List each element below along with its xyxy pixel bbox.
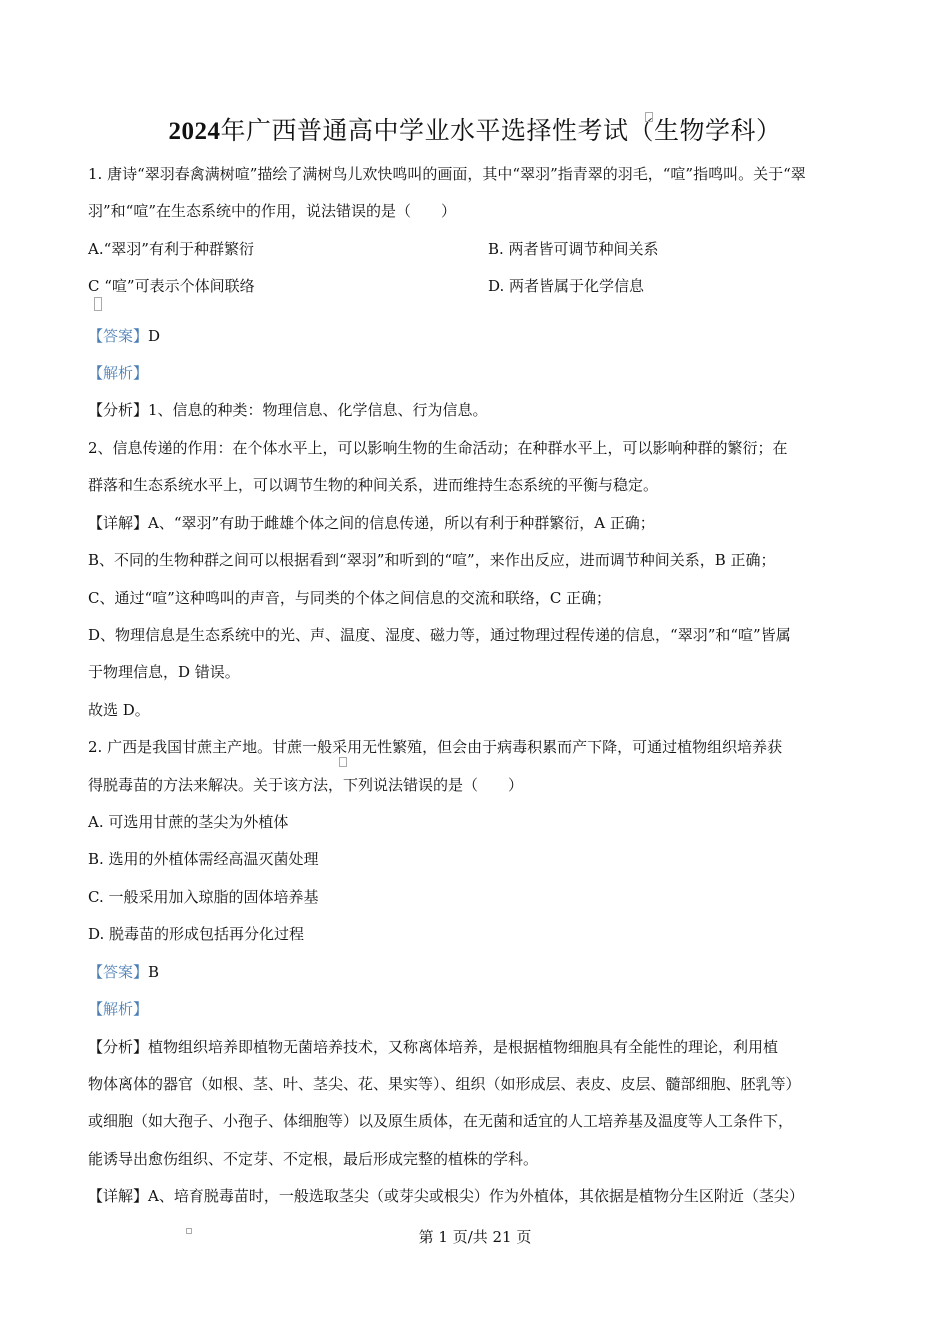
q1-stem-line1: 1. 唐诗“翠羽春禽满树喧”描绘了满树鸟儿欢快鸣叫的画面，其中“翠羽”指青翠的羽毛，“喧”指鸣叫。关于“翠 (88, 165, 806, 183)
q2-option-d: D. 脱毒苗的形成包括再分化过程 (88, 925, 305, 943)
answer-value: B (148, 963, 160, 981)
q1-xiangjie-b: B、不同的生物种群之间可以根据看到“翠羽”和听到的“喧”，来作出反应，进而调节种间关系，B 正确； (88, 551, 776, 569)
q1-analysis-label: 【解析】 (88, 364, 149, 382)
q2-stem-line2: 得脱毒苗的方法来解决。关于该方法，下列说法错误的是（ ） (88, 776, 524, 794)
q2-option-b: B. 选用的外植体需经高温灭菌处理 (88, 850, 319, 868)
xiangjie-label: 【详解】 (88, 514, 149, 532)
xiangjie-text: A、培育脱毒苗时，一般选取茎尖（或芽尖或根尖）作为外植体，其依据是植物分生区附近（茎尖） (148, 1187, 804, 1205)
fenxi-text: 植物组织培养即植物无菌培养技术，又称离体培养，是根据植物细胞具有全能性的理论，利用植 (148, 1038, 779, 1056)
q2-option-c: C. 一般采用加入琼脂的固体培养基 (88, 888, 319, 906)
q2-fenxi-line2: 物体离体的器官（如根、茎、叶、茎尖、花、果实等）、组织（如形成层、表皮、皮层、髓部细胞、胚乳等） (88, 1075, 801, 1093)
title-year: 2024 (168, 118, 221, 145)
q2-analysis-label: 【解析】 (88, 1000, 149, 1018)
title-text: 年广西普通高中学业水平选择性考试（生物学科） (220, 116, 782, 145)
q1-xiangjie-d2: 于物理信息，D 错误。 (88, 663, 240, 681)
q1-option-c: C “喧”可表示个体间联络 (88, 277, 255, 295)
q1-answer (88, 325, 160, 347)
q2-xiangjie-a (88, 1185, 804, 1207)
anchor-marker-icon (339, 757, 347, 767)
anchor-marker-icon (645, 112, 653, 122)
xiangjie-text: A、“翠羽”有助于雌雄个体之间的信息传递，所以有利于种群繁衍，A 正确； (148, 514, 655, 532)
q1-fenxi (88, 399, 488, 421)
q1-xiangjie-a (88, 512, 655, 534)
fenxi-label: 【分析】 (88, 401, 149, 419)
q1-conclusion: 故选 D。 (88, 701, 150, 719)
q1-xiangjie-c: C、通过“喧”这种鸣叫的声音，与同类的个体之间信息的交流和联络，C 正确； (88, 589, 612, 607)
q2-stem-line1: 2. 广西是我国甘蔗主产地。甘蔗一般采用无性繁殖，但会由于病毒积累而产下降，可通过植物组织培养获 (88, 738, 783, 756)
q2-fenxi-line4: 能诱导出愈伤组织、不定芽、不定根，最后形成完整的植株的学科。 (88, 1150, 539, 1168)
q1-stem-line2: 羽”和“喧”在生态系统中的作用，说法错误的是（ ） (88, 202, 457, 220)
q1-option-b: B. 两者皆可调节种间关系 (488, 240, 659, 258)
page-number: 第 1 页/共 21 页 (418, 1228, 532, 1246)
q2-fenxi (88, 1036, 778, 1058)
anchor-marker-icon (94, 297, 102, 311)
q2-option-a: A. 可选用甘蔗的茎尖为外植体 (88, 813, 289, 831)
page-title (0, 114, 950, 149)
q1-option-d: D. 两者皆属于化学信息 (488, 277, 645, 295)
q1-xiangjie-d1: D、物理信息是生态系统中的光、声、温度、湿度、磁力等，通过物理过程传递的信息，“翠羽”和“喧”皆属 (88, 626, 791, 644)
xiangjie-label: 【详解】 (88, 1187, 149, 1205)
answer-value: D (148, 327, 161, 345)
answer-label: 【答案】 (88, 963, 149, 981)
q2-fenxi-line3: 或细胞（如大孢子、小孢子、体细胞等）以及原生质体，在无菌和适宜的人工培养基及温度等人工条件下， (88, 1112, 794, 1130)
fenxi-text: 1、信息的种类：物理信息、化学信息、行为信息。 (148, 401, 488, 419)
answer-label: 【答案】 (88, 327, 149, 345)
q1-option-a: A.“翠羽”有利于种群繁衍 (88, 240, 254, 258)
q2-answer (88, 961, 159, 983)
q1-fenxi-line2: 2、信息传递的作用：在个体水平上，可以影响生物的生命活动；在种群水平上，可以影响种群的繁衍；在 (88, 439, 788, 457)
q1-fenxi-line3: 群落和生态系统水平上，可以调节生物的种间关系，进而维持生态系统的平衡与稳定。 (88, 476, 659, 494)
fenxi-label: 【分析】 (88, 1038, 149, 1056)
